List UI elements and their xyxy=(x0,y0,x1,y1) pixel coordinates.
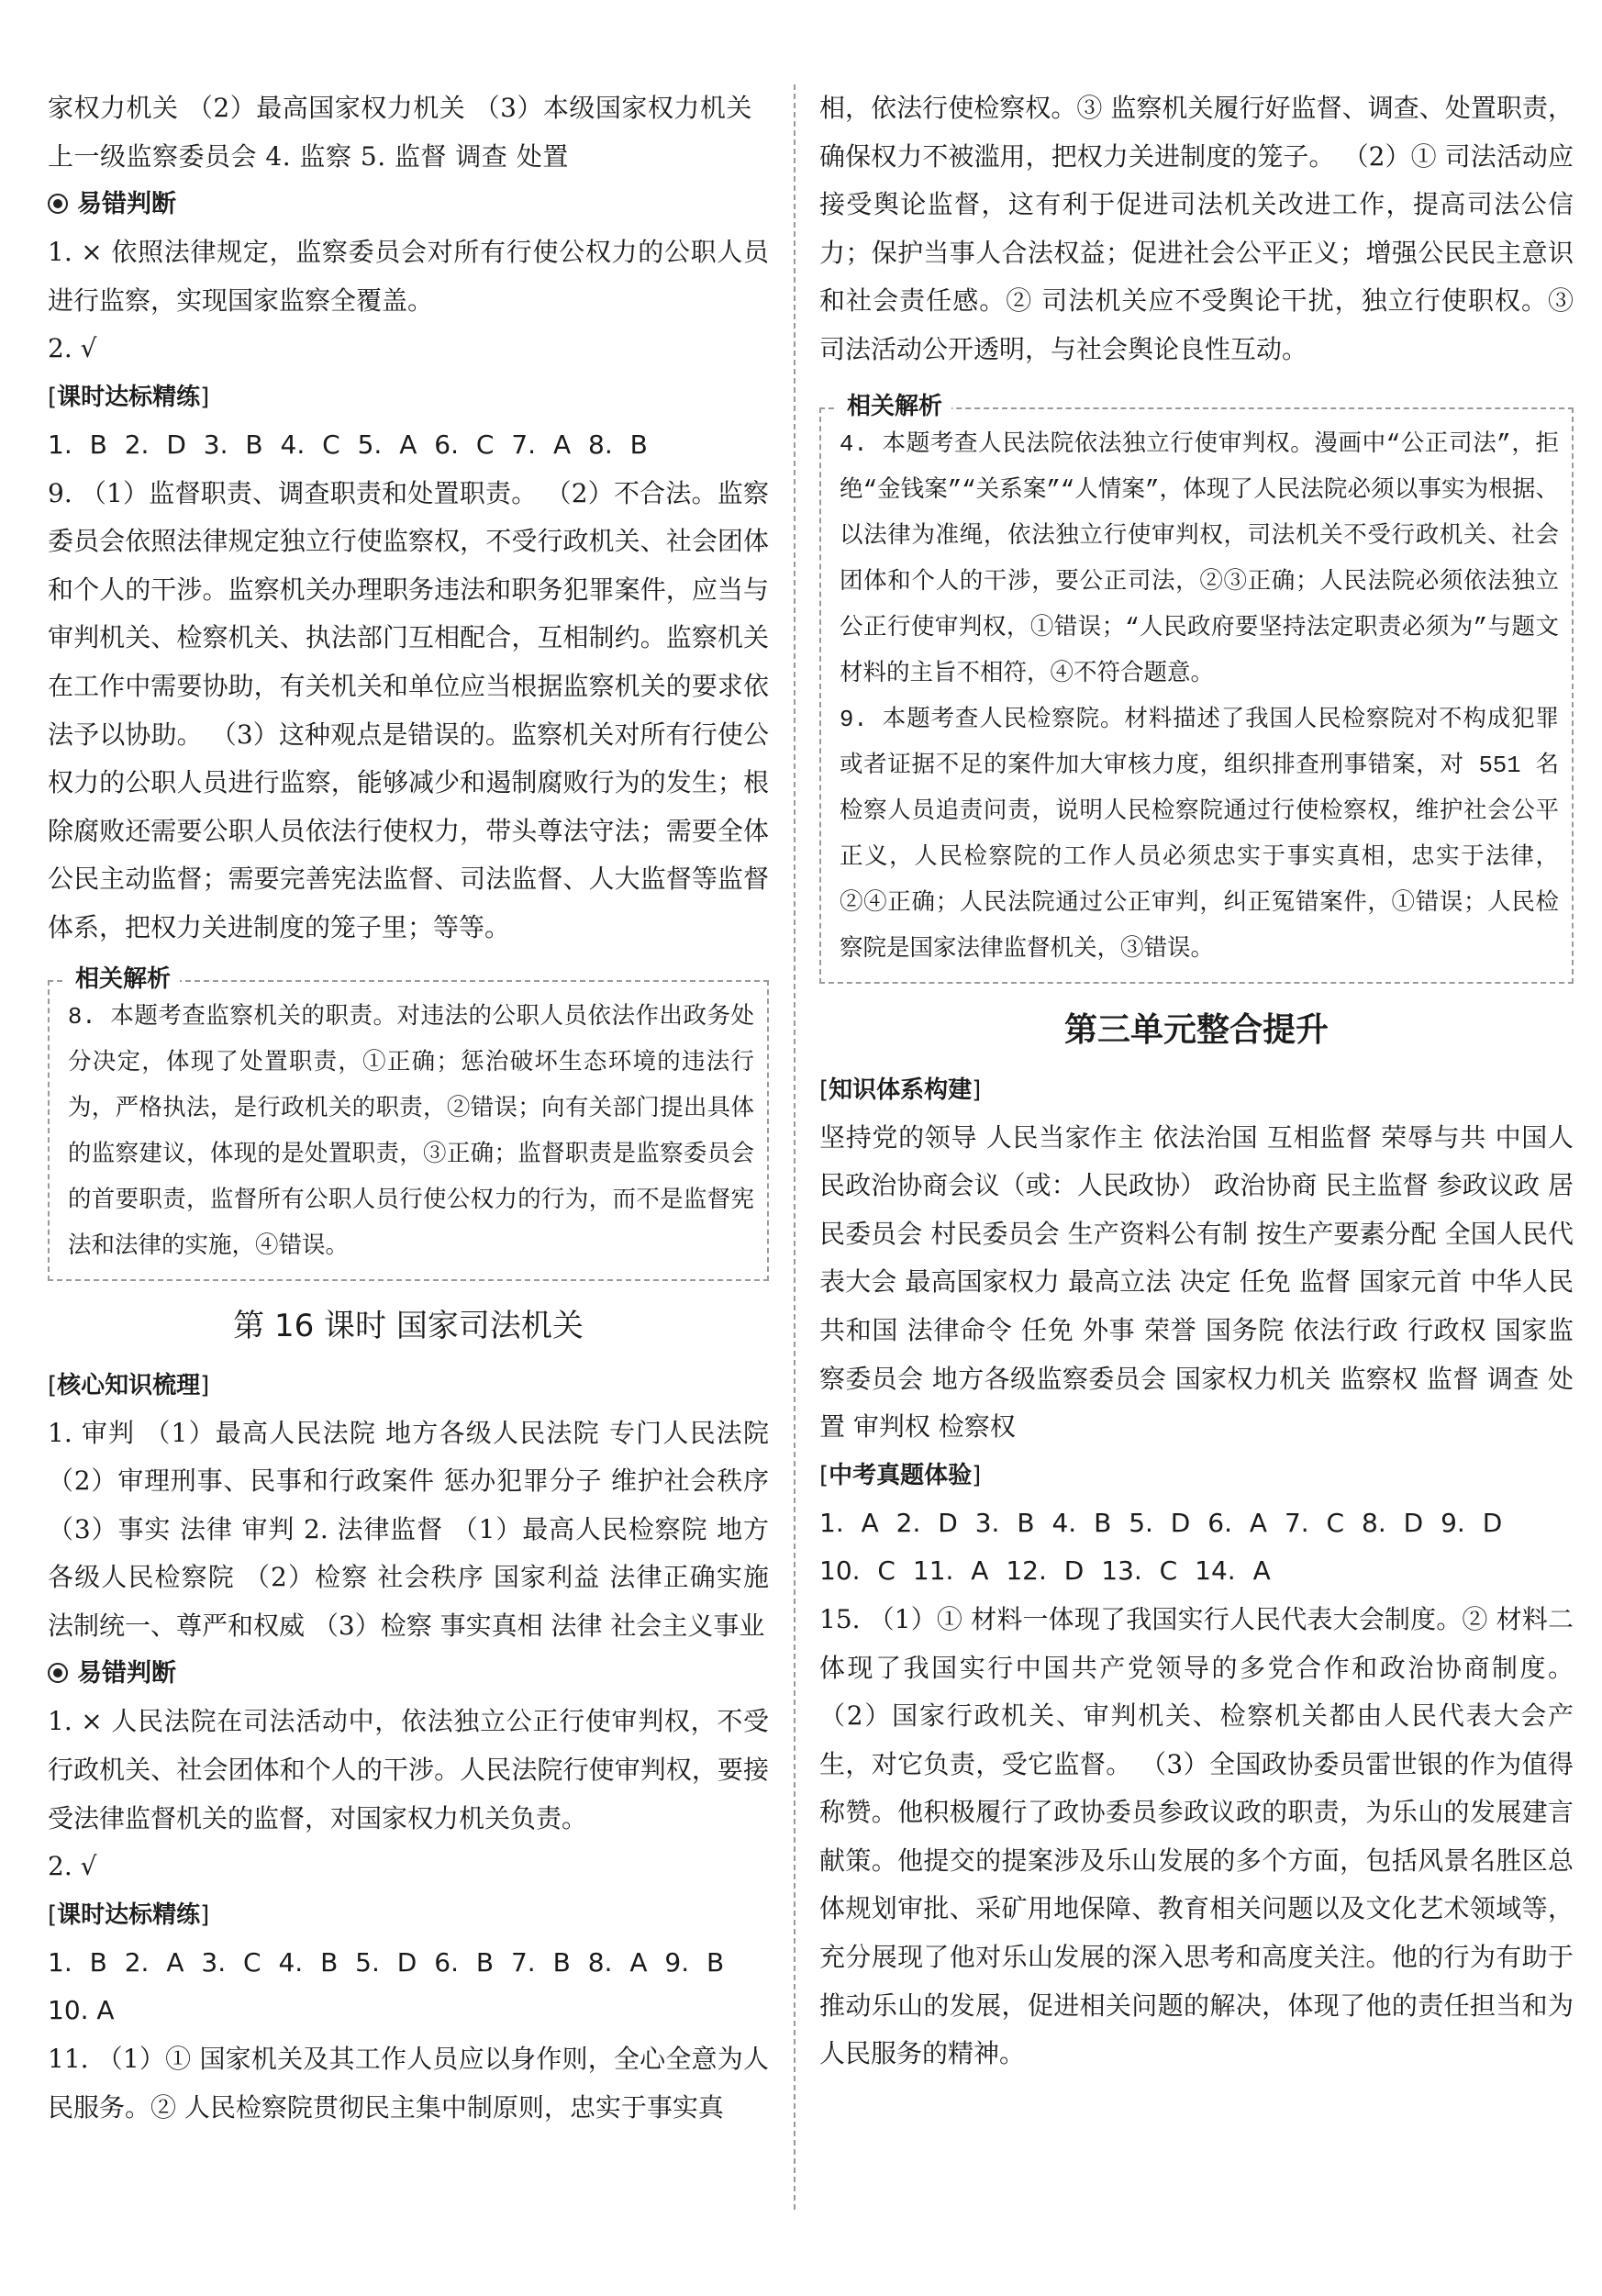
answers-line: 1. B 2. D 3. B 4. C 5. A 6. C 7. A 8. B xyxy=(48,429,648,460)
exam-heading: [中考真题体验] xyxy=(819,1461,982,1489)
core-knowledge-title: 核心知识梳理 xyxy=(57,1371,201,1399)
analysis-box-2 xyxy=(819,392,1574,984)
error-judgment-title: 易错判断 xyxy=(77,190,176,219)
practice-title: 课时达标精练 xyxy=(57,383,201,411)
core-knowledge-heading: [核心知识梳理] xyxy=(48,1371,210,1399)
error-item-2b: 2. √ xyxy=(48,1851,97,1882)
analysis-box-1 xyxy=(48,964,769,1281)
analysis-tag: 相关解析 xyxy=(66,964,180,995)
knowledge-system-title: 知识体系构建 xyxy=(829,1076,973,1104)
lesson-16-title: 第 16 课时 国家司法机关 xyxy=(233,1307,584,1344)
analysis-text-9: 9. 本题考查人民检察院。材料描述了我国人民检察院对不构成犯罪或者证据不足的案件加大审核力度，组织排查刑事错案，对 551 名检察人员追责问责，说明人民检察院通过行使检察权，维护社会公平正义，人民检察院的工作人员必须忠实于事实真相，忠实于法律，②④正确；人民法院通过公正审判，纠正冤错案件，①错误；人民检察院是国家法律监督机关，③错误。 xyxy=(840,706,1559,963)
answers-line-2b: 10. A xyxy=(48,1995,115,2026)
error-item-1: 1. × 依照法律规定，监察委员会对所有行使公权力的公职人员进行监察，实现国家监察全覆盖。 xyxy=(48,237,769,316)
top-line-1: 家权力机关 （2）最高国家权力机关 （3）本级国家权力机关 xyxy=(48,93,752,123)
analysis-tag-2: 相关解析 xyxy=(838,391,951,422)
unit-3-title: 第三单元整合提升 xyxy=(1063,1010,1329,1049)
practice-heading: [课时达标精练] xyxy=(48,383,210,411)
question-15-answer: 15. （1）① 材料一体现了我国实行人民代表大会制度。② 材料二体现了我国实行中国共产党领导的多党合作和政治协商制度。 （2）国家行政机关、审判机关、检察机关都由人民代表大会产生，对它负责，受它监督。 （3）全国政协委员雷世银的作为值得称赞。他积极履行了政协委员参政议政的职责，为乐山的发展建言献策。他提交的提案涉及乐山发展的多个方面，包括风景名胜区总体规划审批、采矿用地保障、教育相关问题以及文化艺术领域等，充分展现了他对乐山发展的深入思考和高度关注。他的行为有助于推动乐山的发展，促进相关问题的解决，体现了他的责任担当和为人民服务的精神。 xyxy=(819,1603,1574,2069)
knowledge-system-text: 坚持党的领导 人民当家作主 依法治国 互相监督 荣辱与共 中国人民政治协商会议（或：人民政协） 政治协商 民主监督 参政议政 居民委员会 村民委员会 生产资料公有制 按生产要素分配 全国人民代表大会 最高国家权力 最高立法 决定 任免 监督 国家元首 中华人民共和国 法律命令 任免 外事 荣誉 国务院 依法行政 行政权 国家监察委员会 地方各级监察委员会 国家权力机关 监察权 监督 调查 处置 审判权 检察权 xyxy=(819,1121,1574,1443)
error-judgment-title-2: 易错判断 xyxy=(77,1659,176,1689)
error-item-2: 2. √ xyxy=(48,333,97,364)
column-divider xyxy=(794,84,795,2210)
right-column xyxy=(819,84,1574,2079)
practice-title-2: 课时达标精练 xyxy=(57,1900,201,1929)
answers-line-2a: 1. B 2. A 3. C 4. B 5. D 6. B 7. B 8. A 9. B xyxy=(48,1946,725,1978)
analysis-text-8: 8. 本题考查监察机关的职责。对违法的公职人员依法作出政务处分决定，体现了处置职责，①正确；惩治破坏生态环境的违法行为，严格执法，是行政机关的职责，②错误；向有关部门提出具体的监察建议，体现的是处置职责，③正确；监督职责是监察委员会的首要职责，监督所有公职人员行使公权力的行为，而不是监督宪法和法律的实施，④错误。 xyxy=(68,1003,754,1260)
exam-title: 中考真题体验 xyxy=(829,1461,973,1489)
bullet-circle-icon xyxy=(48,1663,68,1683)
error-judgment-heading xyxy=(48,181,769,228)
question-11-answer-continued: 相，依法行使检察权。③ 监察机关履行好监督、调查、处置职责，确保权力不被滥用，把权力关进制度的笼子。 （2）① 司法活动应接受舆论监督，这有利于促进司法机关改进工作，提高司法公信力；保护当事人合法权益；促进社会公平正义；增强公民民主意识和社会责任感。② 司法机关应不受舆论干扰，独立行使职权。③ 司法活动公开透明，与社会舆论良性互动。 xyxy=(819,93,1574,364)
question-9-answer: 9. （1）监督职责、调查职责和处置职责。 （2）不合法。监察委员会依照法律规定独立行使监察权，不受行政机关、社会团体和个人的干涉。监察机关办理职务违法和职务犯罪案件，应当与审判机关、检察机关、执法部门互相配合，互相制约。监察机关在工作中需要协助，有关机关和单位应当根据监察机关的要求依法予以协助。 （3）这种观点是错误的。监察机关对所有行使公权力的公职人员进行监察，能够减少和遏制腐败行为的发生；根除腐败还需要公职人员依法行使权力，带头尊法守法；需要全体公民主动监督；需要完善宪法监督、司法监督、人大监督等监督体系，把权力关进制度的笼子里；等等。 xyxy=(48,477,769,942)
knowledge-system-heading: [知识体系构建] xyxy=(819,1076,982,1104)
error-judgment-heading-2 xyxy=(48,1650,769,1698)
exam-answers-1: 1. A 2. D 3. B 4. B 5. D 6. A 7. C 8. D 9. D xyxy=(819,1507,1503,1538)
exam-answers-2: 10. C 11. A 12. D 13. C 14. A xyxy=(819,1555,1271,1587)
error-item-1b: 1. × 人民法院在司法活动中，依法独立公正行使审判权，不受行政机关、社会团体和个人的干涉。人民法院行使审判权，要接受法律监督机关的监督，对国家权力机关负责。 xyxy=(48,1706,769,1833)
core-knowledge-text: 1. 审判 （1）最高人民法院 地方各级人民法院 专门人民法院 （2）审理刑事、民事和行政案件 惩办犯罪分子 维护社会秩序 （3）事实 法律 审判 2. 法律监督 （1）最高人民检察院 地方各级人民检察院 （2）检察 社会秩序 国家利益 法律正确实施 法制统一、尊严和权威 （3）检察 事实真相 法律 社会主义事业 xyxy=(48,1417,769,1641)
top-line-2: 上一级监察委员会 4. 监察 5. 监督 调查 处置 xyxy=(48,140,569,172)
left-column xyxy=(48,84,769,2132)
analysis-text-4: 4. 本题考查人民法院依法独立行使审判权。漫画中“公正司法”，拒绝“金钱案”“关系案”“人情案”，体现了人民法院必须以事实为根据、以法律为准绳，依法独立行使审判权，司法机关不受行政机关、社会团体和个人的干涉，要公正司法，②③正确；人民法院必须依法独立公正行使审判权，①错误；“人民政府要坚持法定职责必须为”与题文材料的主旨不相符，④不符合题意。 xyxy=(840,430,1559,687)
question-11-answer-start: 11. （1）① 国家机关及其工作人员应以身作则，全心全意为人民服务。② 人民检察院贯彻民主集中制原则，忠实于事实真 xyxy=(48,2044,769,2123)
practice-heading-2: [课时达标精练] xyxy=(48,1900,210,1929)
bullet-circle-icon xyxy=(48,194,68,214)
